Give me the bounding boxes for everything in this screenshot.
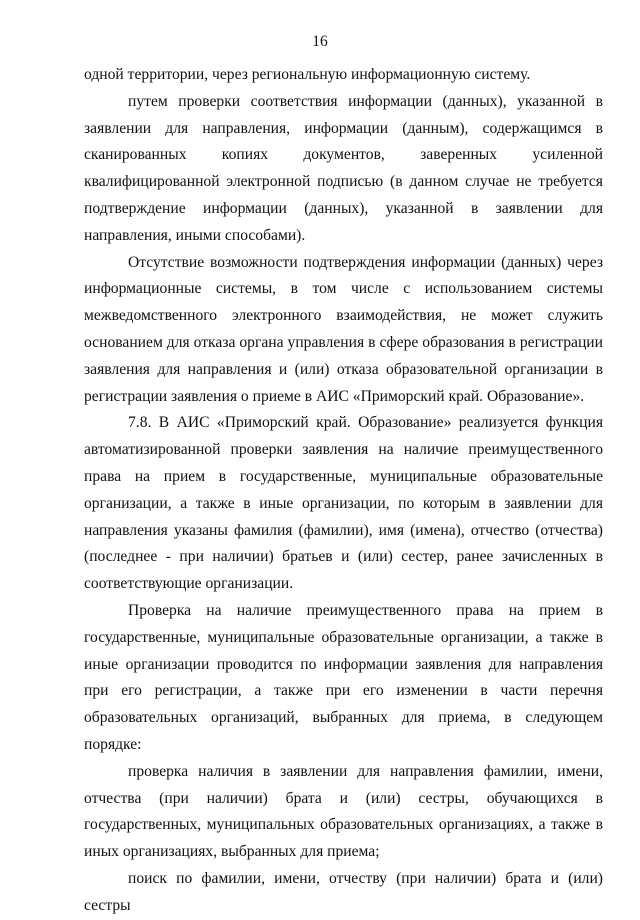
paragraph-verification-method: путем проверки соответствия информации (данных), указанной в заявлении для направления, информации (данным), содержащимся в сканированных копиях документов, заверенных усиленной квалифицированной электронной подписью (в данном случае не требуется подтверждение информации (данных), указанной в заявлении для направления, иными способами).: [84, 92, 603, 244]
document-body: [84, 62, 603, 920]
page-number: 16: [312, 33, 328, 50]
paragraph-no-refusal: Отсутствие возможности подтверждения информации (данных) через информационные системы, в том числе с использованием системы межведомственного электронного взаимодействия, не может служить основанием для отказа органа управления в сфере образования в регистрации заявления для направления и (или) отказа образовательной организации в регистрации заявления о приеме в АИС «Приморский край. Образование».: [84, 253, 603, 405]
paragraph-7-8: 7.8. В АИС «Приморский край. Образование» реализуется функция автоматизированной проверки заявления на наличие преимущественного права на прием в государственные, муниципальные образовательные организации, а также в иные организации, по которым в заявлении для направления указаны фамилия (фамилии), имя (имена), отчество (отчества) (последнее - при наличии) братьев и (или) сестер, ранее зачисленных в соответствующие организации.: [84, 414, 603, 593]
paragraph-search: поиск по фамилии, имени, отчеству (при наличии) брата и (или) сестры: [84, 869, 603, 914]
paragraph-continuation: одной территории, через региональную информационную систему.: [84, 66, 531, 83]
paragraph-check-siblings: проверка наличия в заявлении для направления фамилии, имени, отчества (при наличии) брата и (или) сестры, обучающихся в государственных, муниципальных образовательных организациях, а также в иных организациях, выбранных для приема;: [84, 762, 603, 861]
paragraph-check-procedure: Проверка на наличие преимущественного права на прием в государственные, муниципальные образовательные организации, а также в иные организации проводится по информации заявления для направления при его регистрации, а также при его изменении в части перечня образовательных организаций, выбранных для приема, в следующем порядке:: [84, 601, 603, 753]
